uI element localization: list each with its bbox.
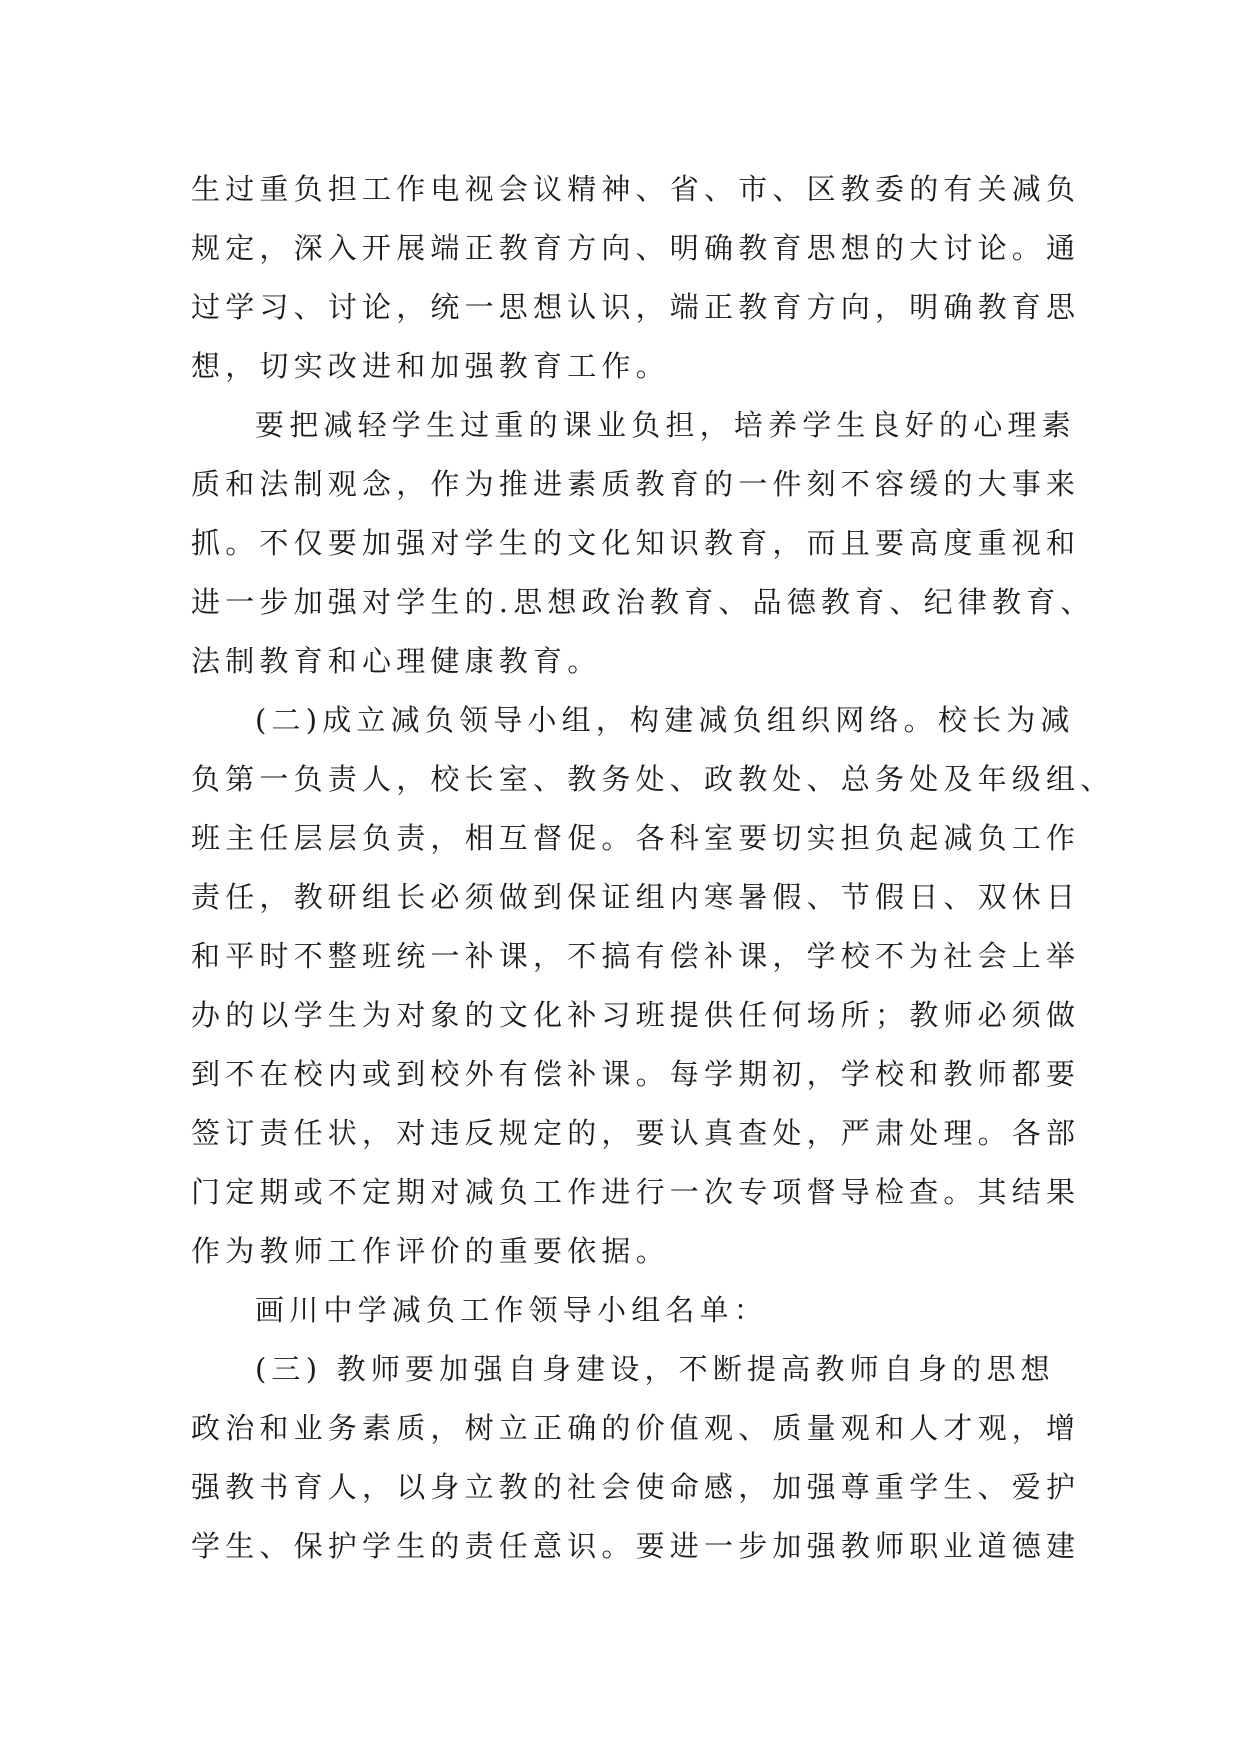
text-line: 班主任层层负责，相互督促。各科室要切实担负起减负工作 [191,821,1081,855]
paragraph-first-line: (三) 教师要加强自身建设，不断提高教师自身的思想 [255,1352,1055,1386]
text-line: 生过重负担工作电视会议精神、省、市、区教委的有关减负 [191,172,1081,206]
text-line: 规定，深入开展端正教育方向、明确教育思想的大讨论。通 [191,231,1081,265]
text-line: 学生、保护学生的责任意识。要进一步加强教师职业道德建 [191,1529,1081,1563]
text-line: 强教书育人，以身立教的社会使命感，加强尊重学生、爱护 [191,1470,1081,1504]
text-line: 到不在校内或到校外有偿补课。每学期初，学校和教师都要 [191,1057,1081,1091]
text-line: 办的以学生为对象的文化补习班提供任何场所；教师必须做 [191,998,1081,1032]
text-line: 质和法制观念，作为推进素质教育的一件刻不容缓的大事来 [191,467,1081,501]
text-line: 抓。不仅要加强对学生的文化知识教育，而且要高度重视和 [191,526,1081,560]
text-line: 作为教师工作评价的重要依据。 [191,1234,670,1268]
text-line: 负第一负责人，校长室、教务处、政教处、总务处及年级组、 [191,762,1115,796]
text-line: 法制教育和心理健康教育。 [191,644,602,678]
paragraph-first-line: 要把减轻学生过重的课业负担，培养学生良好的心理素 [255,408,1076,442]
text-line: 政治和业务素质，树立正确的价值观、质量观和人才观，增 [191,1411,1081,1445]
text-line: 进一步加强对学生的.思想政治教育、品德教育、纪律教育、 [191,585,1095,619]
text-line: 签订责任状，对违反规定的，要认真查处，严肃处理。各部 [191,1116,1081,1150]
document-body [191,160,1115,1576]
text-line: 过学习、讨论，统一思想认识，端正教育方向，明确教育思 [191,290,1081,324]
text-line: 门定期或不定期对减负工作进行一次专项督导检查。其结果 [191,1175,1081,1209]
text-line: 和平时不整班统一补课，不搞有偿补课，学校不为社会上举 [191,939,1081,973]
text-line: 想，切实改进和加强教育工作。 [191,349,670,383]
paragraph-first-line: (二)成立减负领导小组，构建减负组织网络。校长为减 [255,703,1075,737]
paragraph-first-line: 画川中学减负工作领导小组名单： [255,1293,769,1327]
text-line: 责任，教研组长必须做到保证组内寒暑假、节假日、双休日 [191,880,1081,914]
